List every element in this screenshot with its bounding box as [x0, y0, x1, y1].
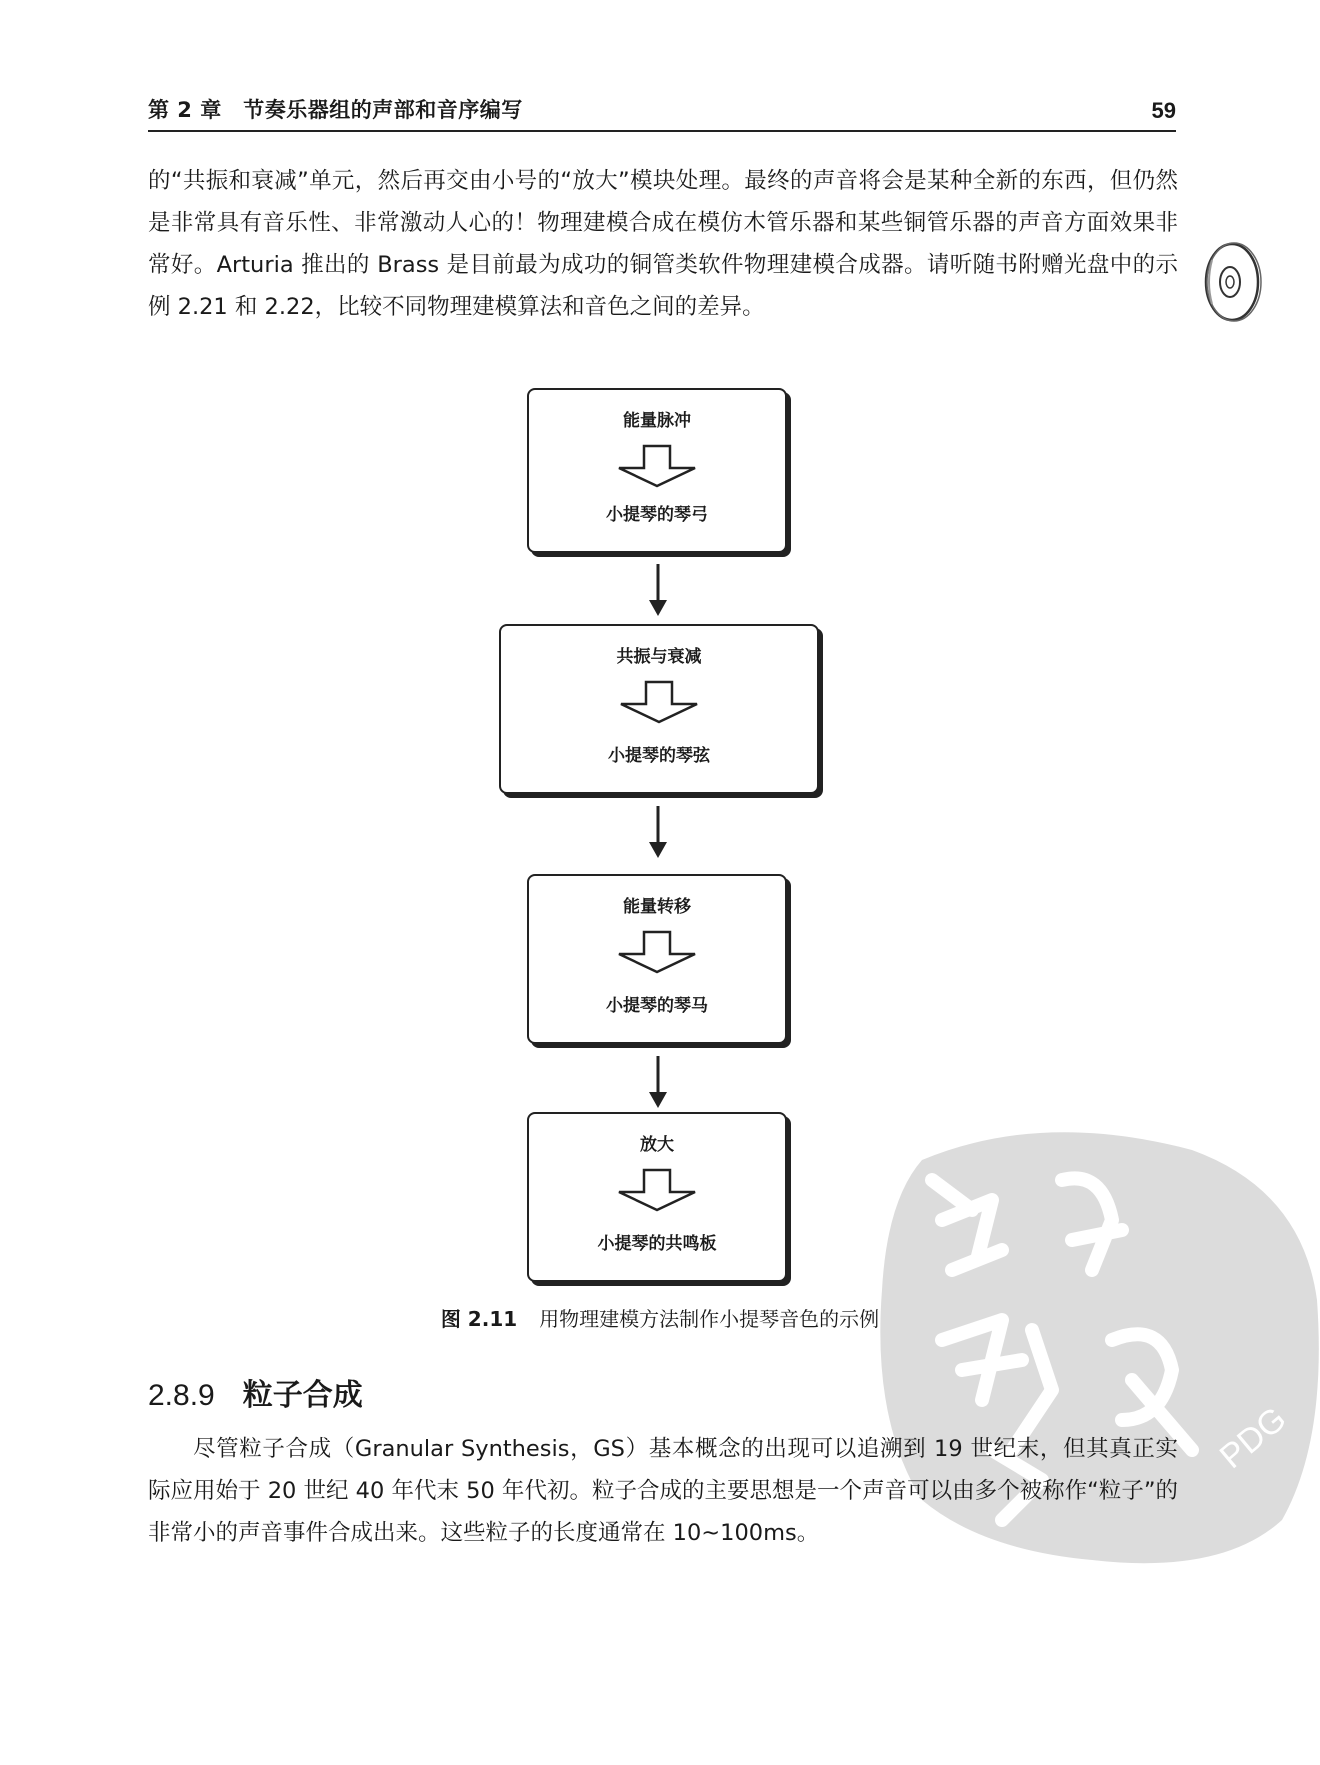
flow-box-energy-transfer — [527, 874, 787, 1044]
flow-box-amplification — [527, 1112, 787, 1282]
flow-box-resonance-decay — [499, 624, 819, 794]
down-arrow-icon — [646, 1056, 670, 1110]
hollow-down-arrow-icon — [617, 680, 701, 724]
hollow-down-arrow-icon — [615, 444, 699, 488]
watermark-label: PDG — [1212, 1399, 1294, 1477]
hollow-down-arrow-icon — [615, 930, 699, 974]
box-label-bottom: 小提琴的琴弓 — [606, 505, 708, 525]
box-label-top: 放大 — [640, 1135, 674, 1155]
box-label-bottom: 小提琴的琴马 — [606, 996, 708, 1016]
page-header — [148, 94, 1176, 132]
body-paragraph-2: 尽管粒子合成（Granular Synthesis，GS）基本概念的出现可以追溯到 19 世纪末，但其真正实际应用始于 20 世纪 40 年代末 50 年代初。粒子合成的主要思想是一个声音可以由多个被称作“粒子”的非常小的声音事件合成出来。这些粒子的长度通常在 10~100ms。 — [148, 1436, 1178, 1546]
section-heading — [148, 1370, 363, 1414]
chapter-title: 第 2 章 节奏乐器组的声部和音序编写 — [148, 98, 523, 122]
flow-box-energy-pulse — [527, 388, 787, 553]
body-paragraph-1: 的“共振和衰减”单元，然后再交由小号的“放大”模块处理。最终的声音将会是某种全新的东西，但仍然是非常具有音乐性、非常激动人心的！物理建模合成在模仿木管乐器和某些铜管乐器的声音方面效果非常好。Arturia 推出的 Brass 是目前最为成功的铜管类软件物理建模合成器。请听随书附赠光盘中的示例 2.21 和 2.22，比较不同物理建模算法和音色之间的差异。 — [148, 168, 1178, 320]
figure-label: 图 2.11 — [440, 1307, 518, 1331]
figure-caption-text: 用物理建模方法制作小提琴音色的示例 — [539, 1307, 880, 1331]
box-label-top: 共振与衰减 — [616, 647, 702, 667]
box-label-top: 能量脉冲 — [623, 411, 691, 431]
page-number: 59 — [1151, 98, 1176, 123]
box-label-bottom: 小提琴的共鸣板 — [597, 1234, 717, 1254]
figure-caption — [0, 1303, 1320, 1332]
section-number: 2.8.9 — [148, 1379, 215, 1412]
box-label-top: 能量转移 — [623, 897, 691, 917]
section-title: 粒子合成 — [242, 1378, 363, 1413]
cd-disc-icon — [1198, 240, 1264, 324]
down-arrow-icon — [646, 564, 670, 618]
down-arrow-icon — [646, 806, 670, 860]
box-label-bottom: 小提琴的琴弦 — [608, 746, 710, 766]
hollow-down-arrow-icon — [615, 1168, 699, 1212]
